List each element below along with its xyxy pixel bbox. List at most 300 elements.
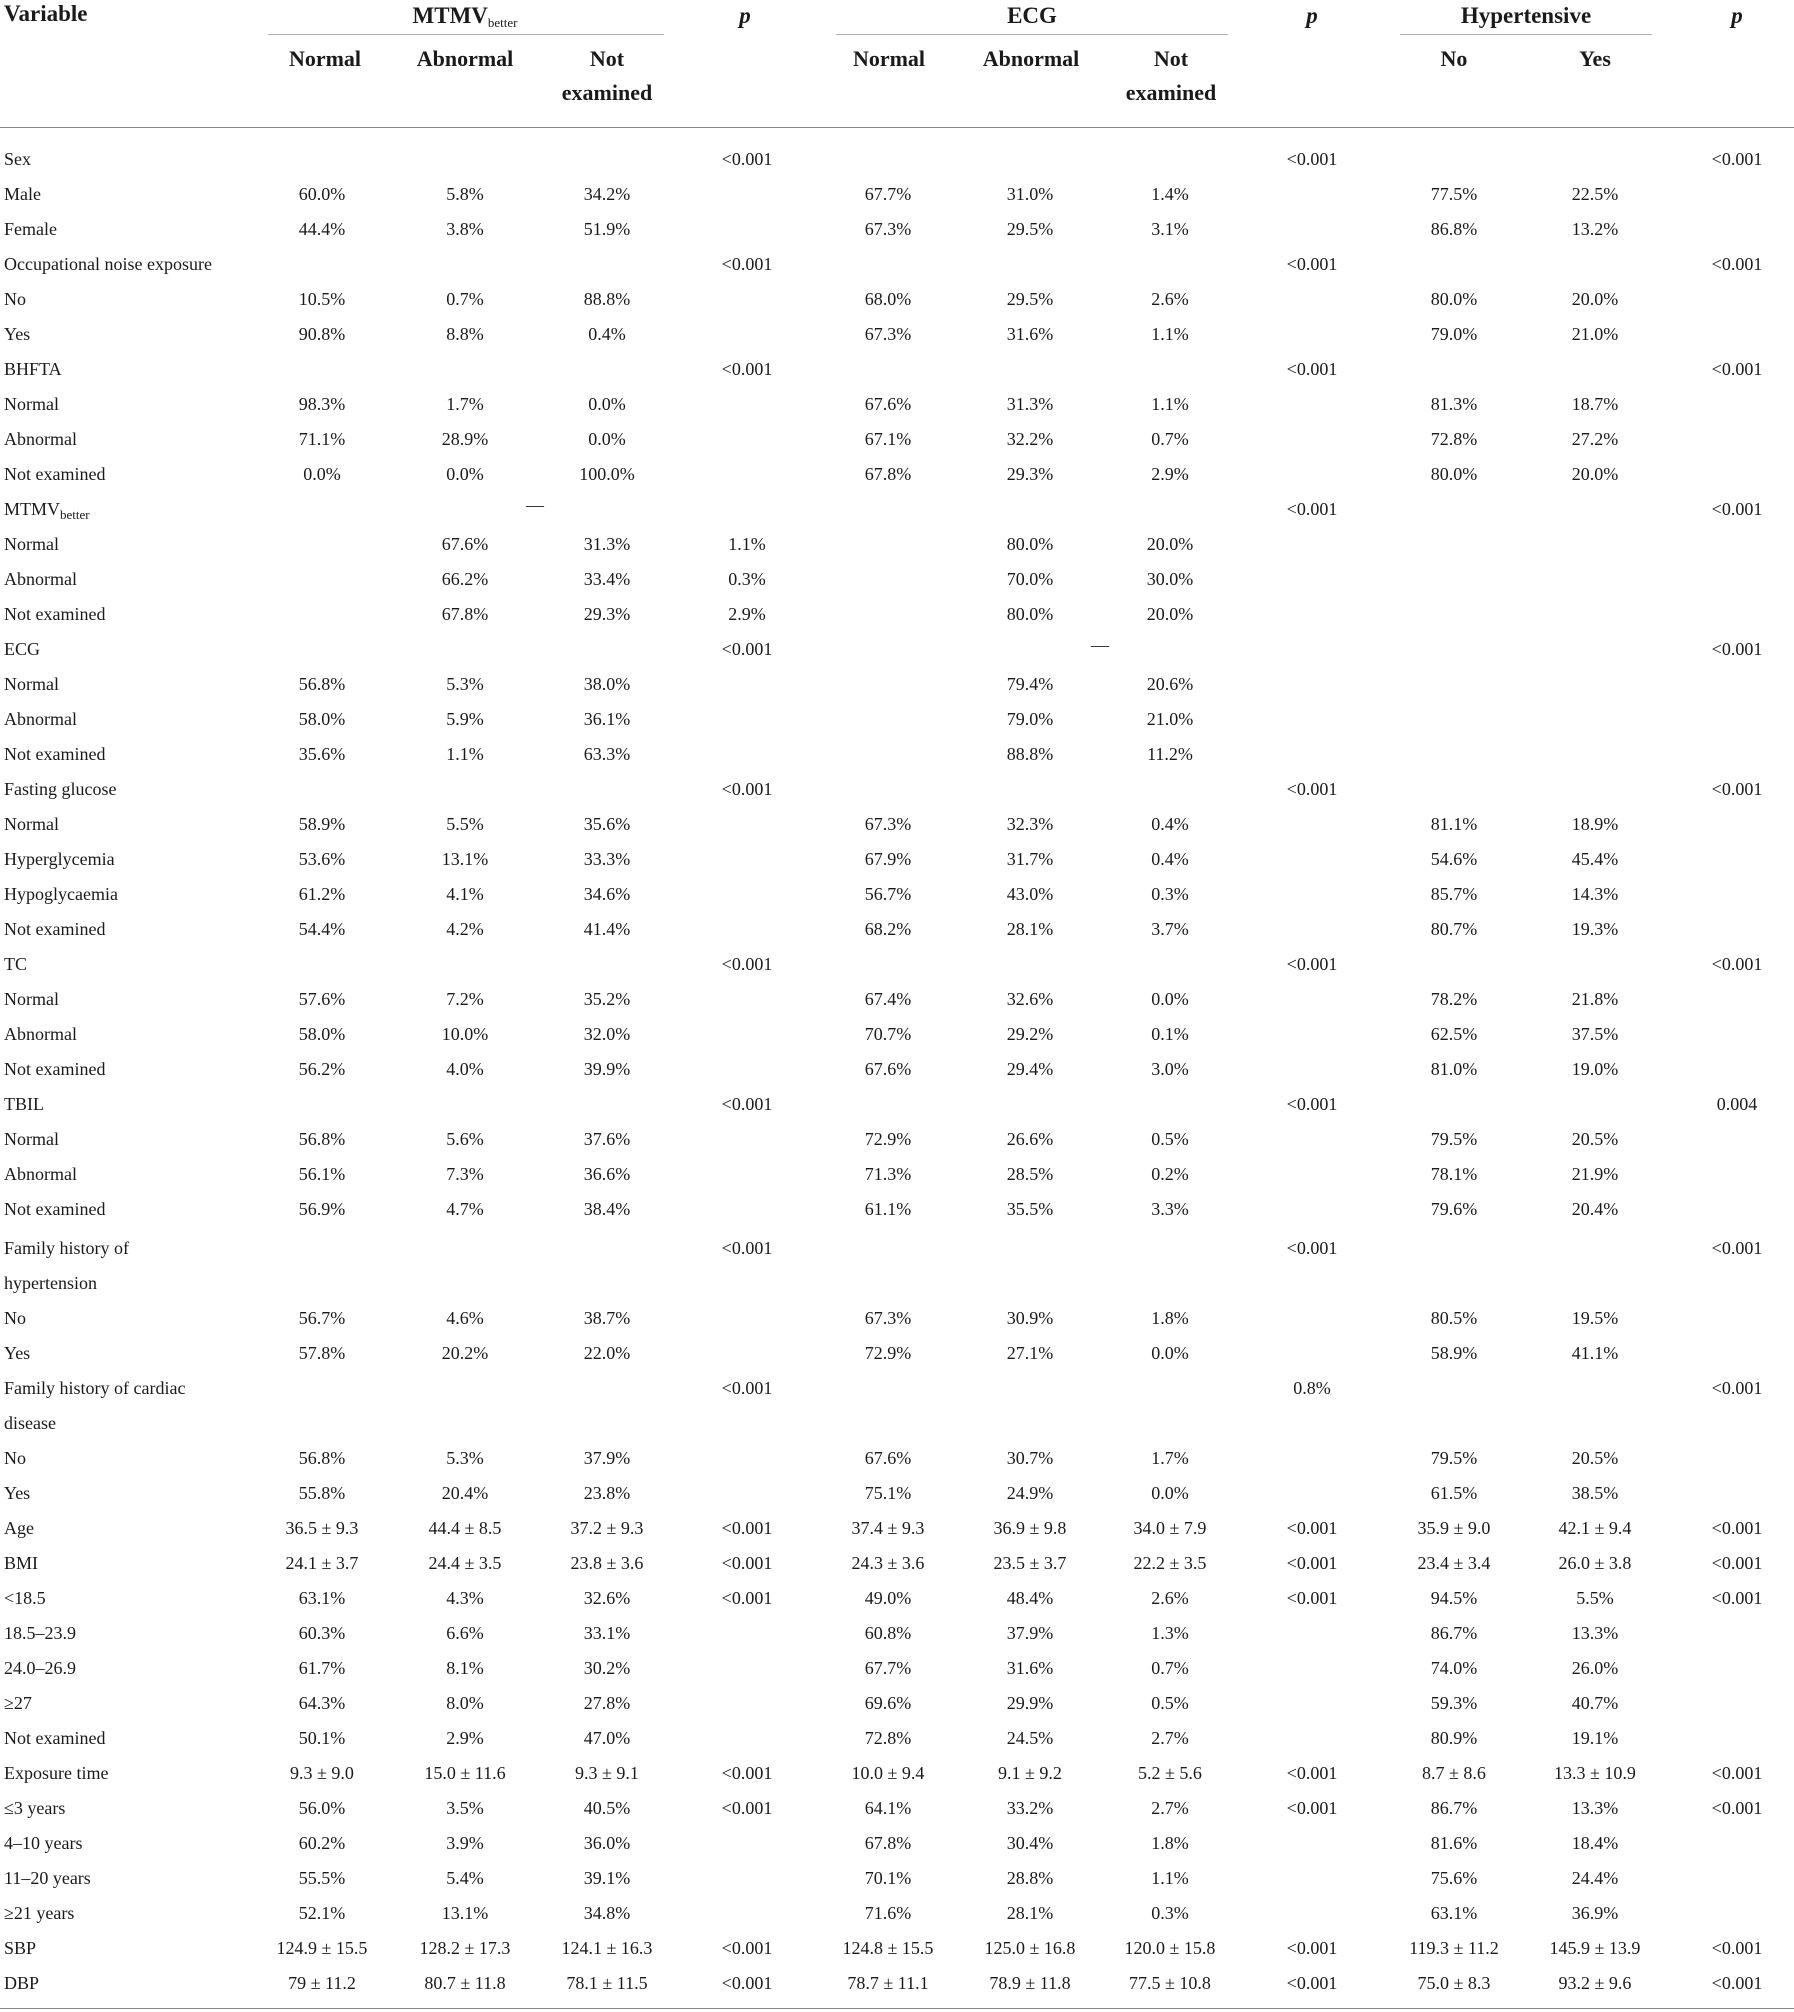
row-label: disease [4,1413,56,1433]
table-cell: 34.2% [583,184,631,204]
header-group-ecg: ECG [1007,3,1057,28]
table-cell: 0.5% [1151,1129,1189,1149]
table-cell: 1.1% [728,534,766,554]
table-cell: 1.7% [1151,1448,1189,1468]
table-cell: 80.7 ± 11.8 [424,1973,506,1993]
table-cell: 72.9% [864,1343,912,1363]
table-cell: 1.1% [446,744,484,764]
row-label: Abnormal [4,1164,77,1184]
table-cell: 29.3% [583,604,631,624]
table-cell: 35.6% [583,814,631,834]
table-cell: <0.001 [1711,1763,1763,1783]
table-cell: 124.1 ± 16.3 [561,1938,653,1958]
table-cell: 29.5% [1006,219,1054,239]
table-cell: 19.1% [1571,1728,1619,1748]
table-cell: 1.8% [1151,1308,1189,1328]
table-cell: 10.0 ± 9.4 [851,1763,925,1783]
table-cell: <0.001 [721,1553,773,1573]
table-cell: 72.9% [864,1129,912,1149]
table-cell: 4.3% [446,1588,484,1608]
table-cell: 0.004 [1716,1094,1758,1114]
table-cell: 35.2% [583,989,631,1009]
table-cell: 38.5% [1571,1483,1619,1503]
table-cell: 29.2% [1006,1024,1054,1044]
table-cell: <0.001 [721,1763,773,1783]
table-cell: 79.0% [1430,324,1478,344]
table-cell: 2.6% [1151,289,1189,309]
row-label: ≤3 years [4,1798,66,1818]
table-cell: <0.001 [1711,1238,1763,1258]
table-cell: 3.9% [446,1833,484,1853]
row-label: Normal [4,534,59,554]
table-cell: 34.0 ± 7.9 [1133,1518,1207,1538]
table-cell: 5.6% [446,1129,484,1149]
table-cell: 56.7% [864,884,912,904]
table-cell: 4.1% [446,884,484,904]
col-mtmv-normal: Normal [288,46,362,71]
table-cell: 37.4 ± 9.3 [851,1518,925,1538]
row-label: Not examined [4,919,106,939]
table-cell: 31.6% [1006,324,1054,344]
row-label: hypertension [4,1273,97,1293]
table-cell: 0.8% [1293,1378,1331,1398]
table-cell: 38.4% [583,1199,631,1219]
group-underline-ecg [836,34,1228,35]
table-cell: 120.0 ± 15.8 [1124,1938,1216,1958]
table-cell: 0.4% [588,324,626,344]
table-cell: <0.001 [1711,954,1763,974]
table-cell: 5.5% [446,814,484,834]
table-cell: 80.0% [1006,604,1054,624]
table-cell: 79.4% [1006,674,1054,694]
row-label: Not examined [4,604,106,624]
table-cell: 22.0% [583,1343,631,1363]
table-cell: 56.2% [298,1059,346,1079]
table-cell: 68.0% [864,289,912,309]
header-group-mtmv: $MTMV_{better}$ [412,3,518,30]
table-cell: 54.6% [1430,849,1478,869]
table-cell: 10.5% [298,289,346,309]
table-cell: 64.1% [864,1798,912,1818]
row-label: Family history of cardiac [4,1378,186,1398]
table-cell: 33.2% [1006,1798,1054,1818]
table-cell: 60.2% [298,1833,346,1853]
table-cell: 80.0% [1430,464,1478,484]
table-cell: 75.1% [864,1483,912,1503]
table-cell: 56.8% [298,1129,346,1149]
table-cell: <0.001 [721,779,773,799]
table-cell: 24.9% [1006,1483,1054,1503]
table-cell: 86.7% [1430,1798,1478,1818]
table-cell: 37.6% [583,1129,631,1149]
table-cell: 19.0% [1571,1059,1619,1079]
table-cell: 23.8 ± 3.6 [570,1553,644,1573]
table-cell: <0.001 [1711,499,1763,519]
table-cell: 20.0% [1571,289,1619,309]
row-label: 4–10 years [4,1833,83,1853]
table-cell: <0.001 [1286,254,1338,274]
table-cell: 47.0% [583,1728,631,1748]
row-label: Occupational noise exposure [4,254,212,274]
table-cell: 124.8 ± 15.5 [842,1938,934,1958]
col-ecg-not-examined: Not examined [1125,46,1217,105]
table-cell: 0.0% [446,464,484,484]
table-cell: 35.5% [1006,1199,1054,1219]
table-cell: 0.0% [303,464,341,484]
table-cell: 31.0% [1006,184,1054,204]
row-label: Normal [4,1129,59,1149]
table-cell: 58.0% [298,709,346,729]
row-label: Normal [4,674,59,694]
table-cell: 8.0% [446,1693,484,1713]
table-cell: 24.1 ± 3.7 [285,1553,359,1573]
table-cell: <0.001 [721,1938,773,1958]
table-cell: 81.6% [1430,1833,1478,1853]
table-cell: 24.5% [1006,1728,1054,1748]
table-cell: 67.3% [864,814,912,834]
table-cell: 31.6% [1006,1658,1054,1678]
table-cell: <0.001 [1711,149,1763,169]
row-label: Normal [4,989,59,1009]
row-label: No [4,289,26,309]
table-cell: 30.0% [1146,569,1194,589]
row-label: Sex [4,149,31,169]
table-cell: 1.3% [1151,1623,1189,1643]
bottom-rule [0,2008,1794,2009]
table-cell: <0.001 [1711,254,1763,274]
table-cell: 26.6% [1006,1129,1054,1149]
table-cell: 2.9% [446,1728,484,1748]
row-label: Male [4,184,41,204]
table-cell: 24.4 ± 3.5 [428,1553,502,1573]
table-cell: 5.9% [446,709,484,729]
table-cell: 0.4% [1151,849,1189,869]
table-cell: 36.6% [583,1164,631,1184]
table-cell: 61.5% [1430,1483,1478,1503]
table-cell: 58.9% [1430,1343,1478,1363]
table-cell: 36.0% [583,1833,631,1853]
table-cell: 88.8% [1006,744,1054,764]
row-label: Abnormal [4,709,77,729]
table-cell: 71.6% [864,1903,912,1923]
row-label: TC [4,954,28,974]
row-label: Female [4,219,57,239]
col-ecg-normal: Normal [852,46,926,71]
table-cell: 13.1% [441,849,489,869]
table-cell: 30.7% [1006,1448,1054,1468]
table-cell: 29.4% [1006,1059,1054,1079]
table-cell: 30.9% [1006,1308,1054,1328]
table-cell: <0.001 [1286,149,1338,169]
table-cell: 93.2 ± 9.6 [1558,1973,1632,1993]
row-label: Yes [4,1483,31,1503]
table-cell: 7.2% [446,989,484,1009]
table-cell: 28.8% [1006,1868,1054,1888]
table-cell: 67.8% [441,604,489,624]
table-cell: 5.3% [446,1448,484,1468]
table-cell: 20.5% [1571,1129,1619,1149]
header-p-hypertensive: p [1731,3,1743,28]
row-label: BHFTA [4,359,62,379]
table-cell: 1.4% [1151,184,1189,204]
table-cell: <0.001 [1711,1553,1763,1573]
table-cell: 61.7% [298,1658,346,1678]
table-cell: 81.1% [1430,814,1478,834]
table-cell: 9.3 ± 9.1 [575,1763,639,1783]
table-cell: 20.2% [441,1343,489,1363]
table-cell: 86.8% [1430,219,1478,239]
table-cell: <0.001 [721,1238,773,1258]
table-cell: 2.7% [1151,1728,1189,1748]
table-cell: 5.4% [446,1868,484,1888]
table-cell: 0.3% [1151,884,1189,904]
table-cell: 23.5 ± 3.7 [993,1553,1067,1573]
table-cell: 2.9% [728,604,766,624]
table-cell: 2.7% [1151,1798,1189,1818]
table-cell: 8.7 ± 8.6 [1422,1763,1486,1783]
table-cell: 81.0% [1430,1059,1478,1079]
table-cell: 14.3% [1571,884,1619,904]
table-cell: 20.4% [1571,1199,1619,1219]
table-cell: 51.9% [583,219,631,239]
table-cell: 56.0% [298,1798,346,1818]
table-cell: 75.6% [1430,1868,1478,1888]
table-cell: 72.8% [864,1728,912,1748]
table-cell: 67.1% [864,429,912,449]
table-cell: 80.0% [1430,289,1478,309]
table-cell: 7.3% [446,1164,484,1184]
table-cell: 80.0% [1006,534,1054,554]
table-cell: 22.5% [1571,184,1619,204]
row-label: 18.5–23.9 [4,1623,76,1643]
not-applicable-dash: — [526,495,544,515]
table-cell: 67.6% [864,1059,912,1079]
table-cell: 67.6% [864,1448,912,1468]
table-cell: 60.0% [298,184,346,204]
table-cell: 21.0% [1146,709,1194,729]
table-cell: <0.001 [1286,359,1338,379]
row-label: BMI [4,1553,39,1573]
table-cell: 5.8% [446,184,484,204]
table-cell: 26.0% [1571,1658,1619,1678]
table-cell: 81.3% [1430,394,1478,414]
table-cell: 4.2% [446,919,484,939]
row-label: Abnormal [4,429,77,449]
table-cell: 79.6% [1430,1199,1478,1219]
table-cell: 5.2 ± 5.6 [1138,1763,1202,1783]
table-cell: 2.9% [1151,464,1189,484]
table-cell: 8.1% [446,1658,484,1678]
row-label: Age [4,1518,34,1538]
table-cell: 67.8% [864,464,912,484]
table-cell: <0.001 [1711,1798,1763,1818]
row-label: 24.0–26.9 [4,1658,76,1678]
table-cell: 0.7% [446,289,484,309]
table-cell: 71.3% [864,1164,912,1184]
table-cell: <0.001 [1711,1518,1763,1538]
table-cell: 69.6% [864,1693,912,1713]
table-cell: 56.8% [298,1448,346,1468]
table-cell: 68.2% [864,919,912,939]
table-cell: 32.6% [1006,989,1054,1009]
table-cell: 28.9% [441,429,489,449]
table-cell: 0.3% [728,569,766,589]
table-cell: 0.0% [1151,989,1189,1009]
table-cell: 36.1% [583,709,631,729]
table-cell: 38.7% [583,1308,631,1328]
row-label: Family history of [4,1238,129,1258]
table-cell: 34.6% [583,884,631,904]
table-cell: 60.8% [864,1623,912,1643]
table-cell: 41.4% [583,919,631,939]
row-label: SBP [4,1938,37,1958]
table-cell: 0.0% [588,394,626,414]
table-cell: 125.0 ± 16.8 [984,1938,1076,1958]
table-cell: 13.2% [1571,219,1619,239]
row-label: TBIL [4,1094,44,1114]
table-cell: 9.3 ± 9.0 [290,1763,354,1783]
table-cell: 32.0% [583,1024,631,1044]
table-cell: 33.3% [583,849,631,869]
table-cell: 67.8% [864,1833,912,1853]
table-cell: 56.1% [298,1164,346,1184]
table-cell: 18.9% [1571,814,1619,834]
table-cell: <0.001 [721,1094,773,1114]
table-cell: <0.001 [1286,1094,1338,1114]
table-cell: 6.6% [446,1623,484,1643]
table-cell: 79.5% [1430,1448,1478,1468]
table-cell: 32.2% [1006,429,1054,449]
table-cell: 0.3% [1151,1903,1189,1923]
table-cell: 67.6% [441,534,489,554]
table-cell: 26.0 ± 3.8 [1558,1553,1632,1573]
table-cell: 3.5% [446,1798,484,1818]
group-underline-mtmv [268,34,664,35]
row-label: Not examined [4,744,106,764]
table-cell: <0.001 [1286,1973,1338,1993]
row-label: 11–20 years [4,1868,91,1888]
table-cell: 67.3% [864,324,912,344]
table-cell: 37.9% [583,1448,631,1468]
table-cell: 80.9% [1430,1728,1478,1748]
table-cell: 98.3% [298,394,346,414]
table-cell: 49.0% [864,1588,912,1608]
table-cell: 124.9 ± 15.5 [276,1938,368,1958]
table-cell: 67.6% [864,394,912,414]
table-cell: 67.3% [864,1308,912,1328]
table-cell: 57.6% [298,989,346,1009]
table-cell: <0.001 [1286,1238,1338,1258]
table-cell: 13.3% [1571,1798,1619,1818]
table-cell: <0.001 [1286,1938,1338,1958]
table-cell: 28.1% [1006,919,1054,939]
table-cell: <0.001 [721,1588,773,1608]
table-cell: 27.1% [1006,1343,1054,1363]
table-cell: 58.0% [298,1024,346,1044]
col-ecg-abnormal: Abnormal [982,46,1080,71]
table-cell: 21.8% [1571,989,1619,1009]
table-cell: 36.5 ± 9.3 [285,1518,359,1538]
table-cell: 53.6% [298,849,346,869]
table-cell: 0.4% [1151,814,1189,834]
table-cell: 67.7% [864,184,912,204]
table-cell: 0.2% [1151,1164,1189,1184]
table-cell: 4.0% [446,1059,484,1079]
table-cell: 1.7% [446,394,484,414]
table-cell: <0.001 [721,1973,773,1993]
table-cell: 0.7% [1151,1658,1189,1678]
header-rule [0,127,1794,128]
table-cell: <0.001 [1286,954,1338,974]
table-cell: 39.1% [583,1868,631,1888]
header-p-ecg: p [1306,3,1318,28]
table-cell: 60.3% [298,1623,346,1643]
table-cell: 36.9 ± 9.8 [993,1518,1067,1538]
table-cell: 28.1% [1006,1903,1054,1923]
table-cell: 20.0% [1146,534,1194,554]
table-cell: 0.0% [1151,1343,1189,1363]
table-cell: 59.3% [1430,1693,1478,1713]
table-cell: 1.1% [1151,324,1189,344]
table-cell: 1.1% [1151,1868,1189,1888]
table-cell: 77.5 ± 10.8 [1129,1973,1211,1993]
table-cell: <0.001 [721,1378,773,1398]
table-cell: 145.9 ± 13.9 [1549,1938,1641,1958]
table-cell: 0.5% [1151,1693,1189,1713]
table-cell: 32.6% [583,1588,631,1608]
col-hyp-yes: Yes [1579,46,1611,71]
table-cell: 13.3% [1571,1623,1619,1643]
row-label: Normal [4,394,59,414]
table-cell: 79 ± 11.2 [288,1973,356,1993]
table-cell: 85.7% [1430,884,1478,904]
table-cell: 27.8% [583,1693,631,1713]
table-cell: 31.3% [1006,394,1054,414]
table-cell: 80.7% [1430,919,1478,939]
table-cell: 37.5% [1571,1024,1619,1044]
table-cell: 35.6% [298,744,346,764]
table-cell: 27.2% [1571,429,1619,449]
table-cell: 67.3% [864,219,912,239]
table-cell: 4.7% [446,1199,484,1219]
table-cell: 70.1% [864,1868,912,1888]
table-cell: 13.3 ± 10.9 [1554,1763,1636,1783]
table-cell: 19.3% [1571,919,1619,939]
table-cell: 79.5% [1430,1129,1478,1149]
table-cell: 56.7% [298,1308,346,1328]
table-cell: 0.0% [1151,1483,1189,1503]
table-cell: 61.2% [298,884,346,904]
header-group-hypertensive: Hypertensive [1460,3,1592,28]
table-cell: 78.1% [1430,1164,1478,1184]
row-label: No [4,1308,26,1328]
table-cell: 63.1% [298,1588,346,1608]
table-cell: 78.2% [1430,989,1478,1009]
table-cell: 80.5% [1430,1308,1478,1328]
row-label: Yes [4,1343,31,1363]
table-cell: 36.9% [1571,1903,1619,1923]
col-mtmv-not-examined: Not examined [561,46,653,105]
table-cell: 70.0% [1006,569,1054,589]
table-cell: <0.001 [1711,639,1763,659]
row-label: Not examined [4,1728,106,1748]
table-cell: 37.2 ± 9.3 [570,1518,644,1538]
table-cell: 62.5% [1430,1024,1478,1044]
table-cell: 72.8% [1430,429,1478,449]
table-cell: 31.7% [1006,849,1054,869]
table-cell: 1.8% [1151,1833,1189,1853]
table-cell: 9.1 ± 9.2 [998,1763,1062,1783]
